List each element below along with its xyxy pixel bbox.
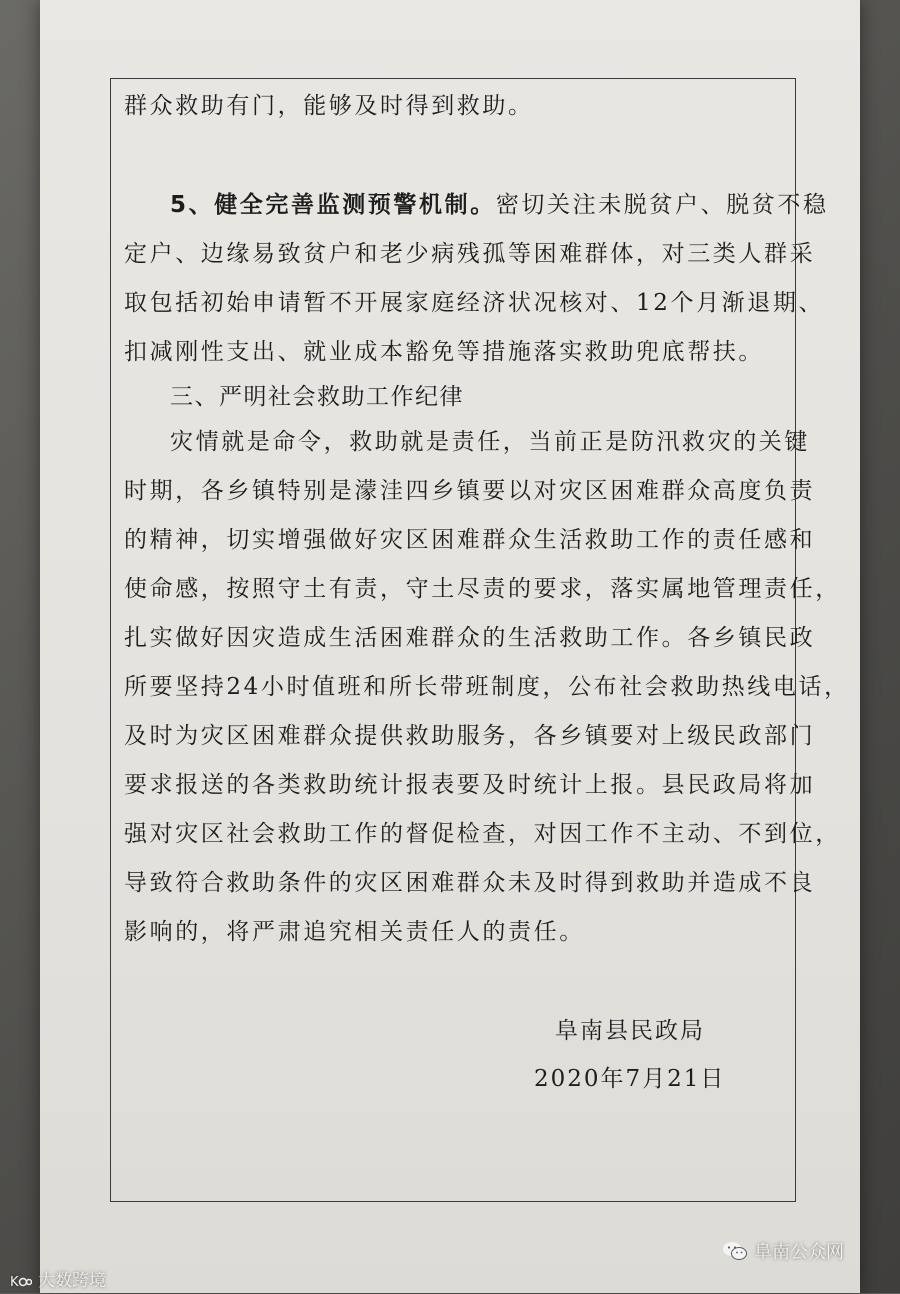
section-3-heading: 三、严明社会救助工作纪律 [170,384,464,410]
text-line: 要求报送的各类救助统计报表要及时统计上报。县民政局将加 [124,772,816,798]
text-line: 影响的，将严肃追究相关责任人的责任。 [124,919,585,945]
text-line: 的精神，切实增强做好灾区困难群众生活救助工作的责任感和 [124,527,816,553]
text-line: 使命感，按照守土有责，守土尽责的要求，落实属地管理责任， [124,576,841,602]
signature-date: 2020年7月21日 [534,1066,726,1092]
text-span: 密切关注未脱贫户、脱贫不稳 [495,192,829,218]
watermark-left [10,1266,106,1291]
text-line: 取包括初始申请暂不开展家庭经济状况核对、12个月渐退期、 [124,290,825,316]
text-line: 及时为灾区困难群众提供救助服务，各乡镇要对上级民政部门 [124,723,816,749]
text-line: 强对灾区社会救助工作的督促检查，对因工作不主动、不到位， [124,821,841,847]
section-5-line [170,183,829,227]
text-line: 所要坚持24小时值班和所长带班制度，公布社会救助热线电话， [124,674,850,700]
text-line: 扣减刚性支出、就业成本豁免等措施落实救助兜底帮扶。 [124,339,764,365]
brand-logo-icon [10,1272,32,1289]
section-5-title: 5、健全完善监测预警机制。 [170,192,496,218]
watermark-right [722,1238,844,1264]
text-line: 灾情就是命令，救助就是责任，当前正是防汛救灾的关键 [170,429,810,455]
text-line: 定户、边缘易致贫户和老少病残孤等困难群体，对三类人群采 [124,241,816,267]
watermark-left-text: 大数跨境 [38,1271,106,1291]
wechat-icon [722,1241,748,1261]
text-line: 群众救助有门，能够及时得到救助。 [124,93,534,119]
signature-org: 阜南县民政局 [555,1018,705,1044]
svg-text:K: K [10,1275,19,1289]
text-line: 扎实做好因灾造成生活困难群众的生活救助工作。各乡镇民政 [124,625,816,651]
watermark-right-text: 阜南公众网 [754,1242,844,1263]
text-line: 导致符合救助条件的灾区困难群众未及时得到救助并造成不良 [124,870,816,896]
text-line: 时期，各乡镇特别是濛洼四乡镇要以对灾区困难群众高度负责 [124,478,816,504]
